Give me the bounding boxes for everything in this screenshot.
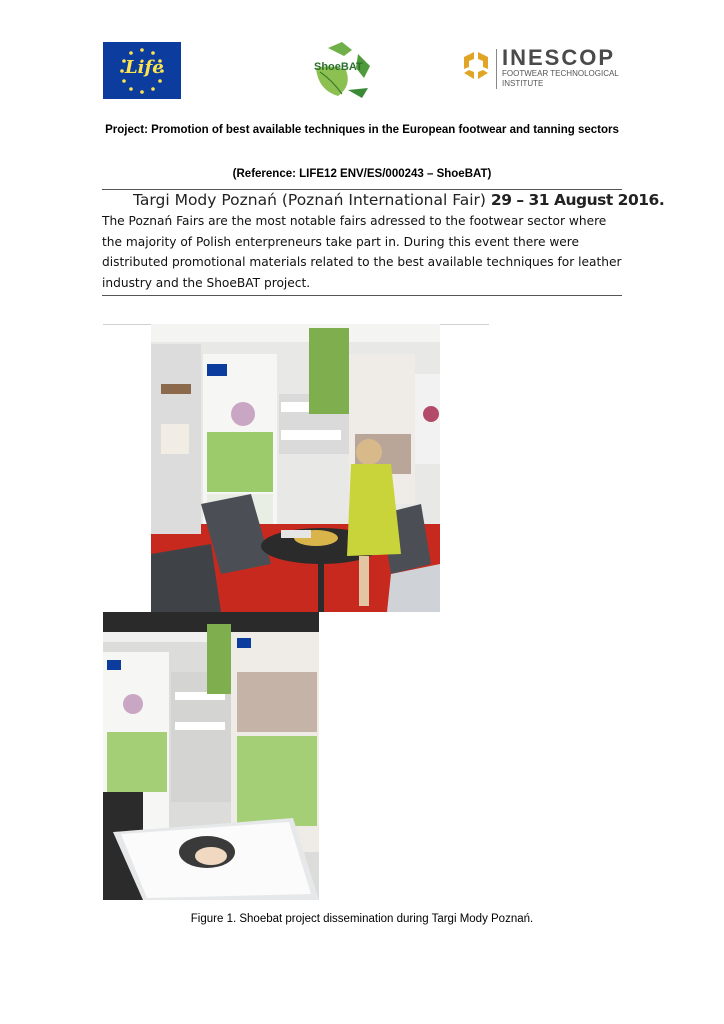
booth-photo-1: [151, 324, 440, 612]
event-name: Targi Mody Poznań (Poznań International Fair): [133, 191, 486, 209]
project-reference: (Reference: LIFE12 ENV/ES/000243 – ShoeBAT): [232, 168, 492, 180]
event-description: The Poznań Fairs are the most notable fairs adressed to the footwear sector where the majority of Polish enterpreneurs take part in. During this event there were distributed promotional materials related to the best available techniques for leather industry and the ShoeBAT project.: [102, 214, 622, 290]
inescop-subtitle: [502, 69, 619, 89]
bottom-divider: [102, 295, 622, 296]
inescop-divider: [496, 49, 497, 89]
project-title: Project: Promotion of best available techniques in the European footwear and tanning sectors: [105, 124, 619, 136]
shoebat-logo-text: ShoeBAT: [314, 61, 363, 73]
inescop-logo: [460, 45, 625, 93]
life-logo-text: Life: [125, 57, 164, 78]
figure-caption: Figure 1. Shoebat project dissemination during Targi Mody Poznań.: [190, 913, 534, 925]
inescop-brand: INESCOP: [502, 45, 616, 70]
top-divider: [102, 189, 622, 190]
shoebat-logo: [308, 40, 380, 100]
event-dates: 29 – 31 August 2016.: [490, 191, 665, 209]
inescop-subtitle-line2: INSTITUTE: [502, 79, 544, 88]
booth-photo-2: [103, 612, 319, 900]
inescop-emblem-icon: [460, 49, 492, 85]
event-heading: [133, 191, 664, 209]
inescop-subtitle-line1: FOOTWEAR TECHNOLOGICAL: [502, 69, 619, 78]
life-eu-logo: [103, 42, 181, 99]
